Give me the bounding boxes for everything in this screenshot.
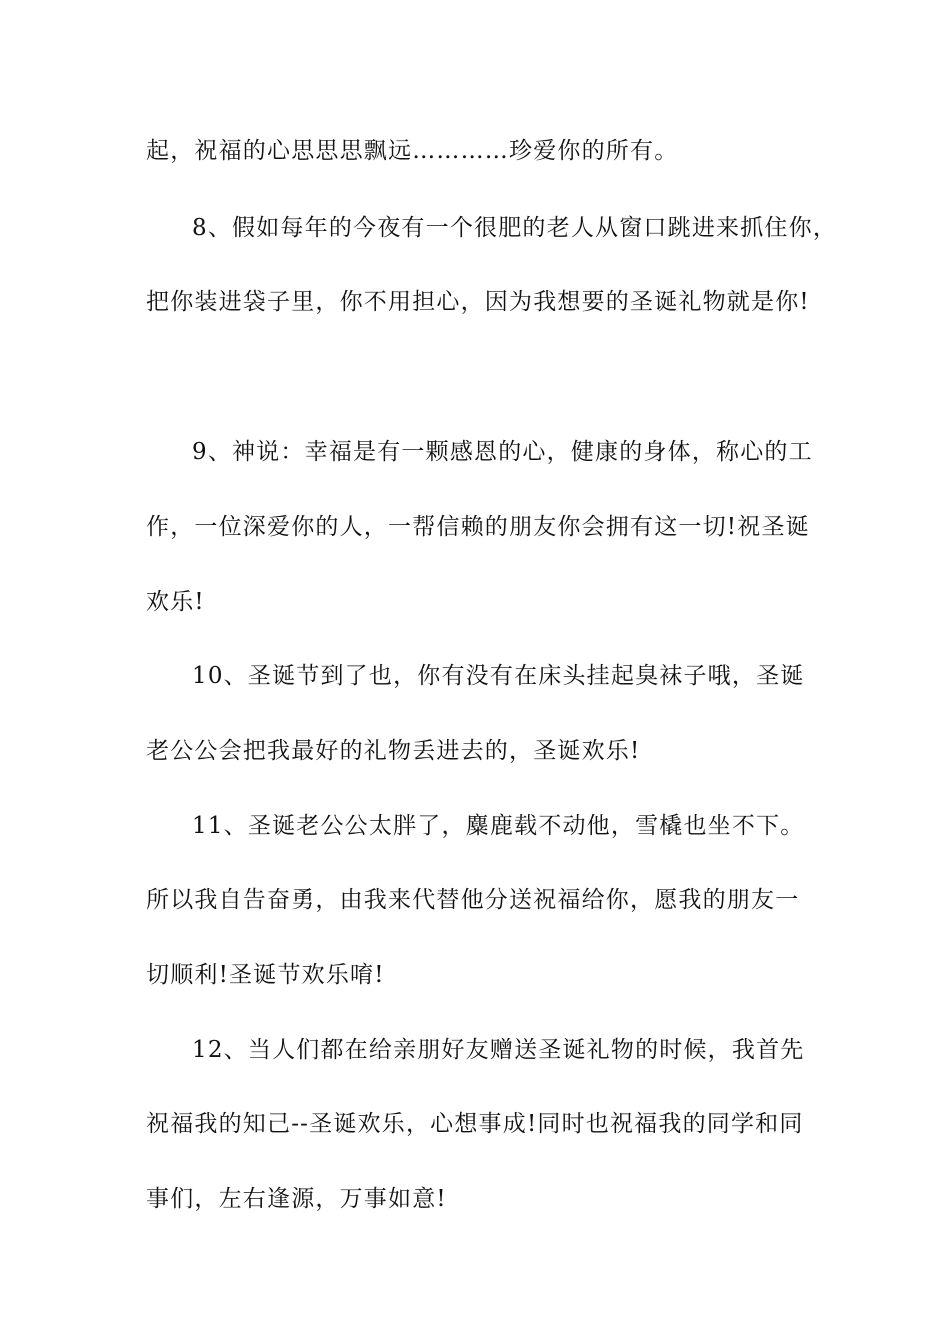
text-line-item-10: 10、圣诞节到了也，你有没有在床头挂起臭袜子哦，圣诞 [192,663,805,689]
text-line: 欢乐! [146,589,205,615]
text-line-continuation: 起，祝福的心思思思飘远…………珍爱你的所有。 [146,138,679,164]
text-line-item-11: 11、圣诞老公公太胖了，麋鹿载不动他，雪橇也坐不下。 [192,813,805,839]
text-line: 事们，左右逢源，万事如意! [146,1186,447,1212]
text-line-item-12: 12、当人们都在给亲朋好友赠送圣诞礼物的时候，我首先 [192,1037,805,1063]
text-line-item-9: 9、神说：幸福是有一颗感恩的心，健康的身体，称心的工 [192,439,813,465]
text-line-item-8: 8、假如每年的今夜有一个很肥的老人从窗口跳进来抓住你， [192,215,838,241]
text-line: 切顺利!圣诞节欢乐唷! [146,962,385,988]
text-line: 所以我自告奋勇，由我来代替他分送祝福给你，愿我的朋友一 [146,887,800,913]
text-line: 老公公会把我最好的礼物丢进去的，圣诞欢乐! [146,738,641,764]
text-line: 作，一位深爱你的人，一帮信赖的朋友你会拥有这一切!祝圣诞 [146,514,810,540]
text-line: 把你装进袋子里，你不用担心，因为我想要的圣诞礼物就是你! [146,289,810,315]
text-line: 祝福我的知己--圣诞欢乐，心想事成!同时也祝福我的同学和同 [146,1111,804,1137]
